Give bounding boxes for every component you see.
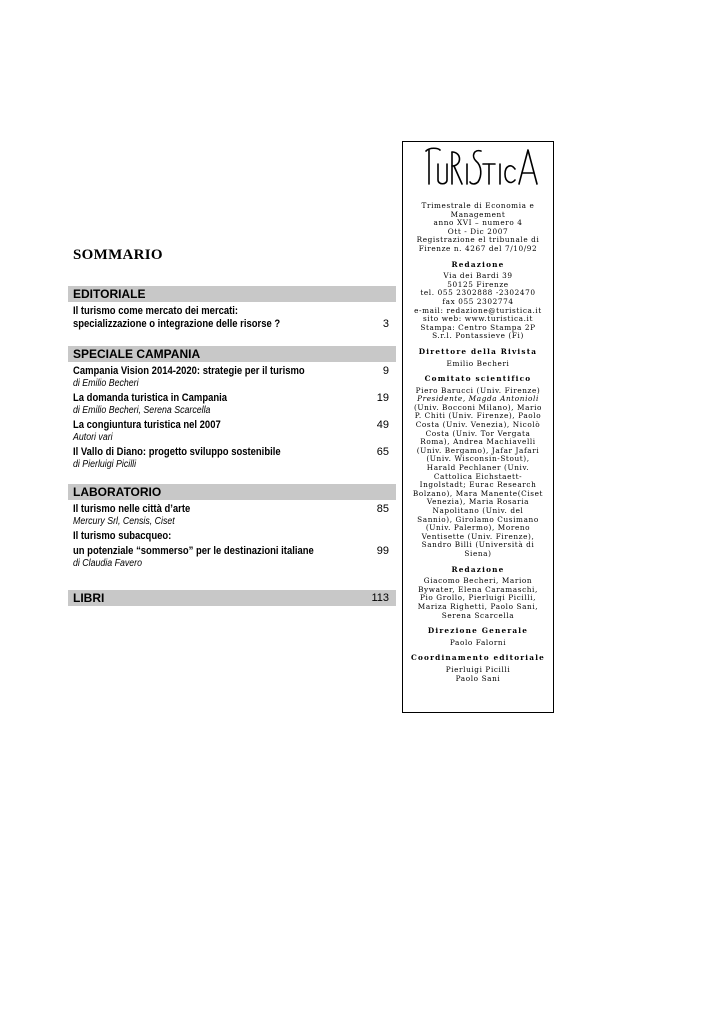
masthead-info: Trimestrale di Economia e Management anno XVI – numero 4 Ott - Dic 2007 Registrazione el tribunale di Firenze n. 4267 del 7/10/92 — [416, 201, 540, 253]
direzione-label: Direzione Generale — [427, 626, 529, 636]
entry-title: Il turismo come mercato dei mercati: — [73, 305, 239, 317]
toc-entry[interactable] — [68, 365, 396, 390]
entry-title: La domanda turistica in Campania — [73, 392, 228, 404]
page-number: 65 — [376, 446, 389, 458]
page-number: 85 — [376, 503, 389, 515]
section-laboratorio — [68, 484, 396, 570]
page-title: SOMMARIO — [73, 247, 163, 263]
entry-author: di Pierluigi Picilli — [73, 459, 137, 470]
entry-title: un potenziale “sommerso” per le destinazioni italiane — [73, 545, 314, 557]
toc-entry[interactable] — [68, 419, 396, 444]
entry-title: specializzazione o integrazione delle risorse ? — [73, 318, 281, 330]
direttore-name: Emilio Becheri — [446, 358, 510, 368]
comitato-label: Comitato scientifico — [424, 374, 532, 384]
coordinamento-list: Pierluigi Picilli Paolo Sani — [445, 664, 511, 683]
section-heading — [68, 590, 396, 606]
direzione-name: Paolo Falorni — [449, 637, 507, 647]
entry-author: di Claudia Favero — [73, 558, 142, 569]
entry-title: La congiuntura turistica nel 2007 — [73, 419, 221, 431]
redazione-label: Redazione — [451, 259, 505, 269]
section-editoriale — [68, 286, 396, 331]
section-speciale-campania — [68, 346, 396, 471]
page-number: 9 — [382, 365, 389, 377]
entry-author: Mercury Srl, Censis, Ciset — [73, 516, 175, 527]
toc-entry[interactable] — [68, 446, 396, 471]
entry-title: Campania Vision 2014-2020: strategie per il turismo — [73, 365, 305, 377]
direttore-label: Direttore della Rivista — [418, 346, 538, 356]
toc-entry[interactable] — [68, 392, 396, 417]
page-number: 3 — [382, 318, 389, 330]
website-link[interactable]: sito web: www.turistica.it — [422, 314, 533, 324]
section-heading: SPECIALE CAMPANIA — [68, 346, 396, 362]
redazione-address: Via dei Bardi 39 50125 Firenze tel. 055 2302888 -2302470 fax 055 2302774 e-mail: redazione@turistica.it sito web: www.turistica.it Stampa: Centro Stampa 2P S.r.l. Pontassieve (Fi) — [403, 272, 553, 341]
toc-entry[interactable] — [68, 530, 396, 570]
section-heading: LABORATORIO — [68, 484, 396, 500]
comitato-list: Piero Barucci (Univ. Firenze) Presidente, Magda Antonioli (Univ. Bocconi Milano), Mario P. Chiti (Univ. Firenze), Paolo Costa (Univ. Venezia), Nicolò Costa (Univ. Tor Vergata Roma), Andrea Machiavelli (Univ. Bergamo), Jafar Jafari (Univ. Wisconsin-Stout), Harald Pechlaner (Univ. Cattolica Eichstaett- Ingolstadt; Eurac Research Bolzano), Mara Manente(Ciset Venezia), Maria Rosaria Napolitano (Univ. del Sannio), Girolamo Cusimano (Univ. Palermo), Moreno Ventisette (Univ. Firenze), Sandro Billi (Università di Siena) — [412, 385, 544, 558]
page-number: 49 — [376, 419, 389, 431]
page-number: 19 — [376, 392, 389, 404]
toc-entry[interactable] — [68, 503, 396, 528]
masthead — [402, 141, 554, 713]
entry-author: di Emilio Becheri, Serena Scarcella — [73, 405, 211, 416]
page-number: 113 — [371, 592, 389, 604]
section-libri[interactable] — [68, 590, 396, 606]
coordinamento-label: Coordinamento editoriale — [410, 653, 546, 663]
entry-title: Il Vallo di Diano: progetto sviluppo sostenibile — [73, 446, 281, 458]
page-number: 99 — [376, 545, 389, 557]
redazione-staff-label: Redazione — [451, 564, 505, 574]
entry-title: Il turismo subacqueo: — [73, 530, 172, 542]
toc-entry[interactable] — [68, 305, 396, 331]
entry-author: di Emilio Becheri — [73, 378, 139, 389]
email-link[interactable]: e-mail: redazione@turistica.it — [414, 305, 542, 315]
redazione-staff: Giacomo Becheri, Marion Bywater, Elena Caramaschi, Pio Grollo, Pierluigi Picilli, Mariza Righetti, Paolo Sani, Serena Scarcella — [417, 576, 539, 620]
entry-author: Autori vari — [73, 432, 113, 443]
libri-label: LIBRI — [73, 591, 105, 605]
entry-title: Il turismo nelle città d’arte — [73, 503, 191, 515]
section-heading: EDITORIALE — [68, 286, 396, 302]
turistica-logo — [416, 142, 540, 188]
